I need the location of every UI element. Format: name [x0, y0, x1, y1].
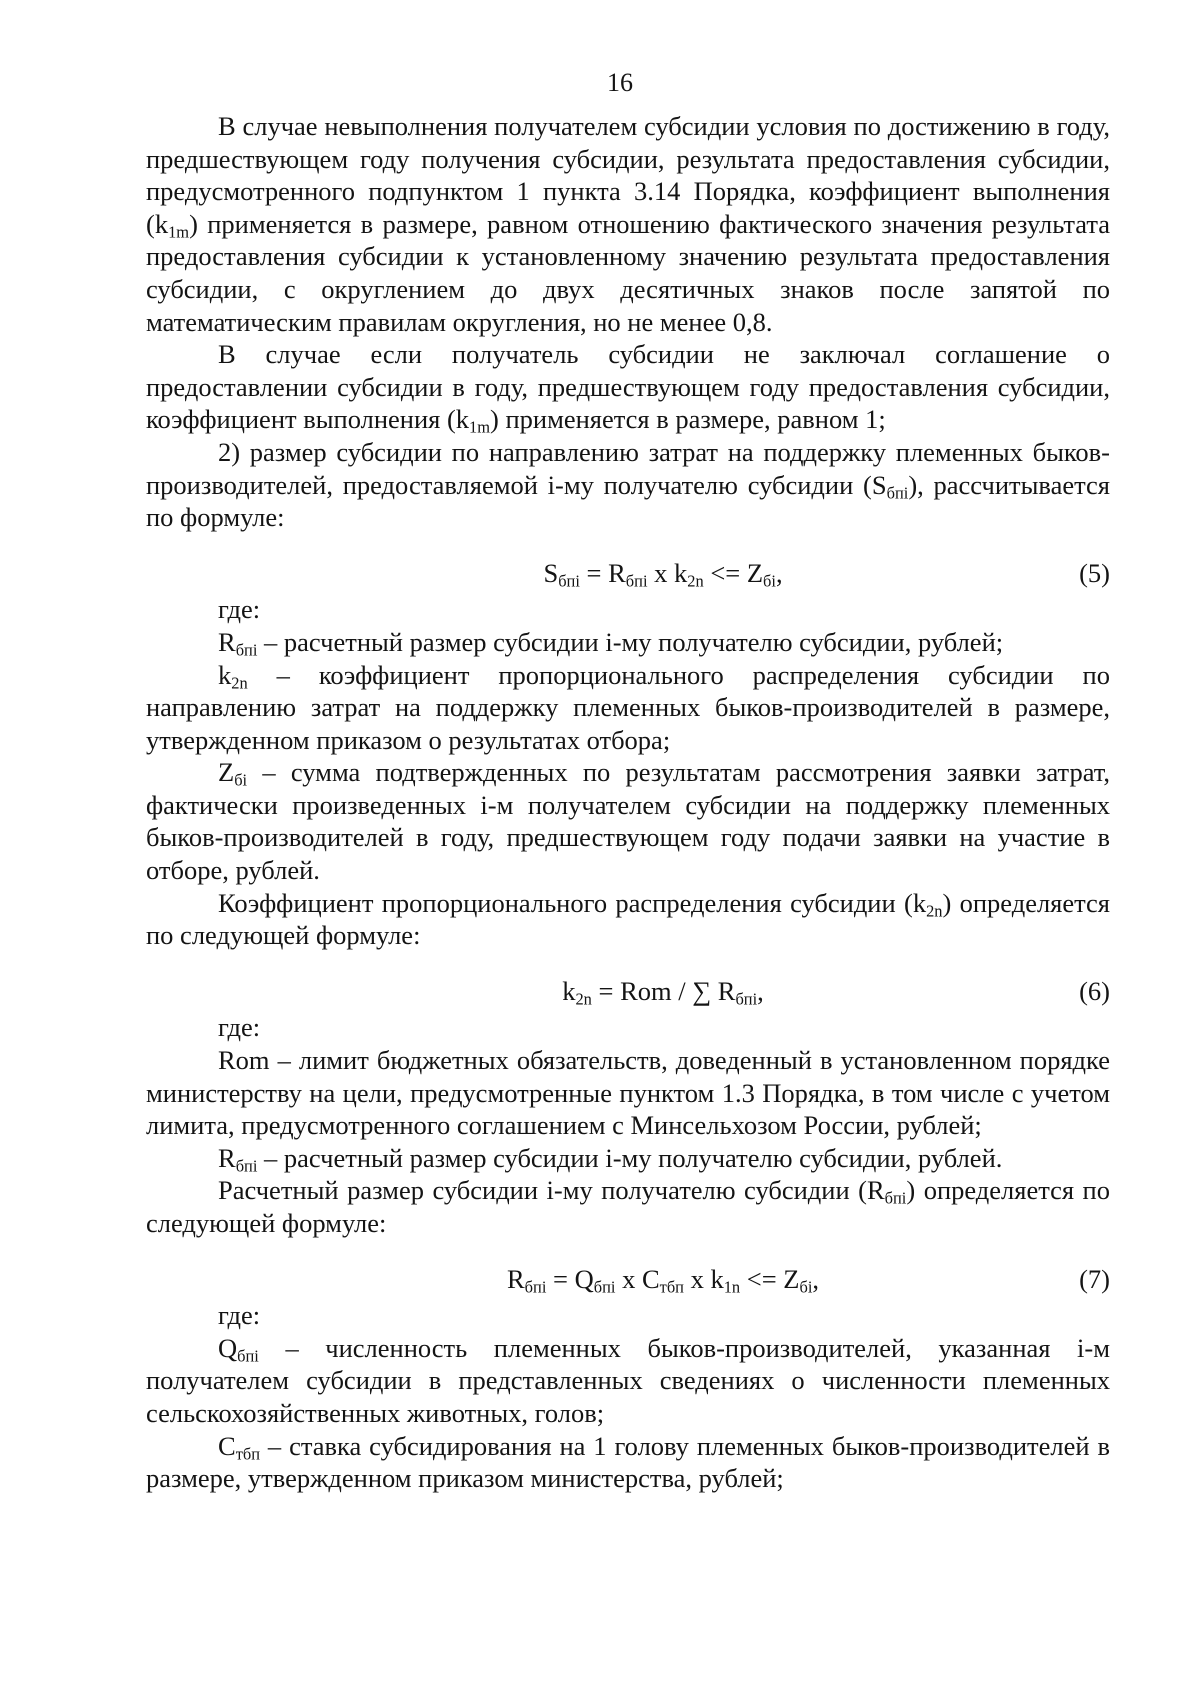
- definition-z-bi: $Z_{бi}$ – сумма подтвержденных по результатам рассмотрения заявки затрат, фактически произведенных i-м получателем субсидии на поддержку племенных быков-производителей в году, предшествующем году подачи заявки на участие в отборе, рублей.: [146, 757, 1110, 886]
- formula-5-number: (5): [1079, 557, 1110, 588]
- paragraph-subsidy-size-item-2: 2) размер субсидии по направлению затрат на поддержку племенных быков-производителей, предоставляемой i-му получателю субсидии $(S_{бпi})$, рассчитывается по формуле:: [146, 436, 1110, 533]
- formula-7-number: (7): [1079, 1263, 1110, 1294]
- definition-c-tbp: $С_{тбп}$ – ставка субсидирования на 1 голову племенных быков-производителей в размере, утвержденном приказом министерства, рублей;: [146, 1430, 1110, 1494]
- definition-r-bpi: $R_{бпi}$ – расчетный размер субсидии i-му получателю субсидии, рублей;: [218, 626, 1004, 660]
- paragraph-performance-coefficient: В случае невыполнения получателем субсидии условия по достижению в году, предшествующем году получения субсидии, результата предоставления субсидии, предусмотренного подпунктом 1 пункта 3.14 Порядка, коэффициент выполнения $(k_{1m})$ применяется в размере, равном отношению фактического значения результата предоставления субсидии к установленному значению результата предоставления субсидии, с округлением до двух десятичных знаков после запятой по математическим правилам округления, но не менее 0,8.: [146, 111, 1110, 337]
- paragraph-r-bpi-intro: Расчетный размер субсидии i-му получателю субсидии $(R_{бпi})$ определяется по следующей формуле:: [146, 1175, 1110, 1238]
- definition-q-bpi: $Q_{бпi}$ – численность племенных быков-производителей, указанная i-м получателем субсидии в представленных сведениях о численности племенных сельскохозяйственных животных, голов;: [146, 1332, 1110, 1428]
- where-label-3: где:: [218, 1300, 261, 1331]
- formula-7-row: [146, 1263, 1110, 1296]
- definition-rom: Rom – лимит бюджетных обязательств, доведенный в установленном порядке министерству на цели, предусмотренные пунктом 1.3 Порядка, в том числе с учетом лимита, предусмотренного соглашением с Минсельхозом России, рублей;: [146, 1045, 1110, 1141]
- formula-5-row: [146, 557, 1110, 590]
- formula-7: $R_{бпi} = Q_{бпi}$ x $С_{тбп}$ x $k_{1n} <= Z_{бi}$,: [506, 1263, 820, 1297]
- formula-6-row: [146, 975, 1110, 1008]
- paragraph-no-agreement: В случае если получатель субсидии не заключал соглашение о предоставлении субсидии в году, предшествующем году предоставления субсидии, коэффициент выполнения $(k_{1m})$ применяется в размере, равном 1;: [146, 339, 1110, 437]
- paragraph-k2n-intro: Коэффициент пропорционального распределения субсидии $(k_{2n})$ определяется по следующей формуле:: [146, 887, 1110, 951]
- formula-6: $k_{2n}$ = Rom / ∑ $R_{бпi}$,: [562, 975, 764, 1009]
- where-label-2: где:: [218, 1012, 261, 1043]
- where-label-1: где:: [218, 594, 261, 625]
- formula-5: $S_{бпi} = R_{бпi}$ x $k_{2n} <= Z_{бi}$,: [543, 557, 783, 591]
- definition-r-bpi-2: $R_{бпi}$ – расчетный размер субсидии i-му получателю субсидии, рублей.: [218, 1142, 1003, 1176]
- definition-k2n: $k_{2n}$ – коэффициент пропорционального распределения субсидии по направлению затрат на поддержку племенных быков-производителей в размере, утвержденном приказом о результатах отбора;: [146, 659, 1110, 755]
- document-body: [146, 110, 1110, 1495]
- page-number: 16: [607, 68, 633, 97]
- formula-6-number: (6): [1079, 975, 1110, 1006]
